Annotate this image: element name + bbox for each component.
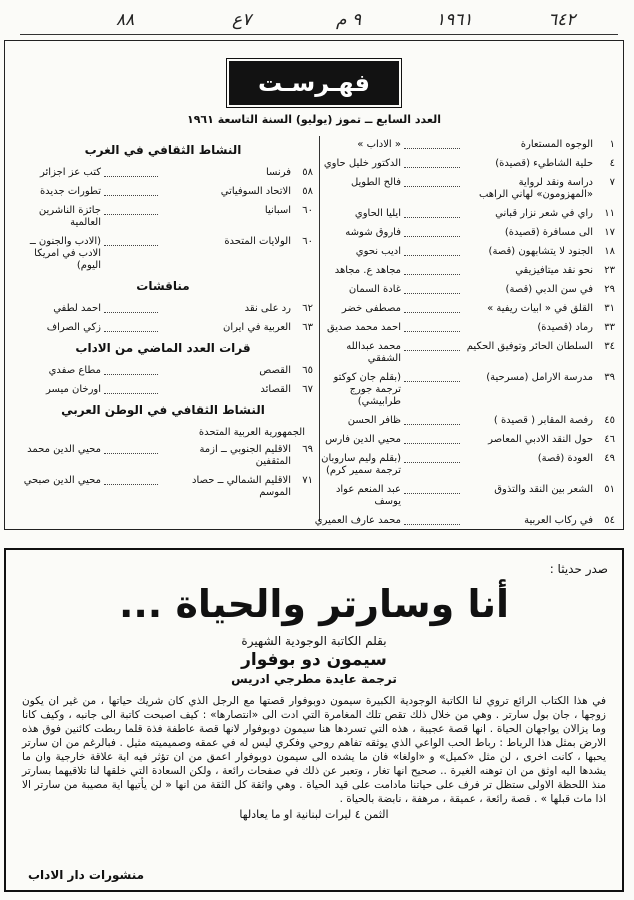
handwritten-note-mid2: ٩ م: [336, 10, 362, 30]
entry-title: الى مسافرة (قصيدة): [504, 227, 593, 238]
entry-title: رفصة المقابر ( قصيدة ): [493, 415, 593, 426]
entry-author: عبد المنعم عواد يوسف: [335, 484, 401, 507]
entry-title: القصائد: [260, 384, 291, 395]
entry-title: الاتحاد السوفياتي: [220, 186, 291, 197]
dot-leader: [104, 303, 158, 313]
toc-title: فهـرسـت: [229, 61, 399, 105]
section-entry: [13, 167, 313, 179]
entry-title: حول النقد الادبي المعاصر: [488, 434, 593, 445]
entry-author: كتب عز اجزائر: [40, 167, 101, 178]
page-number: ٦٠: [302, 236, 313, 247]
dot-leader: [404, 453, 460, 463]
section-entry: [13, 384, 313, 396]
entry-author: زكي الصراف: [46, 322, 101, 333]
dot-leader: [404, 227, 460, 237]
page-number: ٤٩: [604, 453, 615, 464]
page-number: ٣١: [604, 303, 615, 314]
page-number: ٥١: [604, 484, 615, 495]
entry-title: العربية في ايران: [222, 322, 291, 333]
entry-author: ايليا الحاوي: [354, 208, 401, 219]
handwritten-note-mid1: ٧ع: [232, 10, 252, 30]
dot-leader: [404, 515, 460, 525]
entry-title: اسبانيا: [264, 205, 291, 216]
entry-author: محيي الدين فارس: [325, 434, 401, 445]
entry-author: (بقلم جان كوكتو ترجمة جورج طرابيشي): [333, 372, 401, 407]
page-number: ٦٩: [302, 444, 313, 455]
toc-entry: [313, 303, 615, 315]
toc-entry: [313, 322, 615, 334]
book-advertisement: [4, 548, 624, 892]
page-number: ٦٠: [302, 205, 313, 216]
entry-title: السلطان الحائر وتوفيق الحكيم: [466, 341, 593, 352]
dot-leader: [104, 322, 158, 332]
page-number: ١٧: [604, 227, 615, 238]
entry-author: غادة السمان: [348, 284, 401, 295]
section-entry: [13, 303, 313, 315]
section-heading: مناقشات: [136, 279, 190, 293]
entry-author: ظافر الحسن: [347, 415, 401, 426]
entry-title: في سن الدبي (قصة): [505, 284, 593, 295]
entry-title: الولايات المتحدة: [224, 236, 291, 247]
toc-entry: [313, 434, 615, 446]
price: الثمن ٤ ليرات لبنانية او ما يعادلها: [239, 808, 389, 821]
entry-title: القلق في « ابيات ريفية »: [487, 303, 593, 314]
entry-author: محمد عارف العميري: [314, 515, 401, 526]
byline: بقلم الكاتبة الوجودية الشهيرة: [241, 634, 387, 648]
page-number: ٥٨: [302, 186, 313, 197]
entry-title: الاقليم الجنوبي ــ ازمة المثقفين: [199, 444, 291, 467]
section-entry: [13, 444, 313, 468]
page-number: ٢٣: [604, 265, 615, 276]
dot-leader: [104, 167, 158, 177]
toc-entry: [313, 453, 615, 477]
page-number: ٣٩: [604, 372, 615, 383]
handwritten-page-number: ٦٤٢: [548, 10, 576, 30]
handwritten-note-left: ٨٨: [116, 10, 135, 30]
entry-title: رماد (قصيدة): [537, 322, 593, 333]
dot-leader: [404, 139, 460, 149]
toc-entry: [313, 177, 615, 201]
table-of-contents: [4, 40, 624, 530]
dot-leader: [104, 365, 158, 375]
dot-leader: [104, 384, 158, 394]
toc-entry: [313, 139, 615, 151]
entry-author: اورخان ميسر: [46, 384, 101, 395]
entry-title: مدرسة الارامل (مسرحية): [486, 372, 593, 383]
entry-title: الاقليم الشمالي ــ حصاد الموسم: [192, 475, 291, 498]
entry-author: مجاهد ع. مجاهد: [334, 265, 401, 276]
page-number: ٣٤: [604, 341, 615, 352]
toc-entry: [313, 158, 615, 170]
toc-entry: [313, 246, 615, 258]
dot-leader: [404, 303, 460, 313]
dot-leader: [104, 236, 158, 246]
page-number: ٧١: [302, 475, 313, 486]
entry-author: احمد لطفي: [53, 303, 101, 314]
section-heading: النشاط الثقافي في الوطن العربي: [61, 403, 265, 417]
page-number: ١١: [604, 208, 615, 219]
entry-author: (الادب والجنون ــ الادب في امريكا اليوم): [29, 236, 101, 271]
entry-author: تطورات جديدة: [39, 186, 101, 197]
publisher: منشورات دار الاداب: [28, 868, 145, 882]
issue-line: العدد السابع ــ تموز (يوليو) السنة التاسعة ١٩٦١: [187, 113, 441, 126]
book-author: سيمون دو بوفوار: [241, 650, 387, 670]
dot-leader: [404, 158, 460, 168]
section-heading: قرات العدد الماضي من الاداب: [75, 341, 251, 355]
toc-entry: [313, 372, 615, 408]
entry-title: في ركاب العربية: [524, 515, 593, 526]
toc-entry: [313, 341, 615, 365]
page-number: ٦٣: [302, 322, 313, 333]
dot-leader: [404, 284, 460, 294]
entry-author: « الاداب »: [357, 139, 401, 150]
dot-leader: [104, 444, 158, 454]
section-heading: النشاط الثقافي في الغرب: [84, 143, 242, 157]
dot-leader: [404, 246, 460, 256]
dot-leader: [404, 265, 460, 275]
page-number: ٧: [609, 177, 615, 188]
dot-leader: [104, 475, 158, 485]
toc-entry: [313, 284, 615, 296]
dot-leader: [404, 341, 460, 351]
entry-author: جائزة الناشرين العالمية: [38, 205, 101, 228]
dot-leader: [404, 372, 460, 382]
dot-leader: [404, 177, 460, 187]
entry-title: رد على نقد: [244, 303, 291, 314]
entry-title: دراسة ونقد لرواية «المهزومون» لهاني الراهب: [478, 177, 593, 200]
page-number: ٥٨: [302, 167, 313, 178]
dot-leader: [404, 484, 460, 494]
page-number: ٦٧: [302, 384, 313, 395]
section-entry: [13, 186, 313, 198]
page-number: ٤: [609, 158, 615, 169]
section-entry: [13, 475, 313, 499]
entry-author: اديب نحوي: [355, 246, 401, 257]
section-entry: [13, 322, 313, 334]
entry-title: فرنسا: [265, 167, 291, 178]
section-entry: [13, 205, 313, 229]
toc-entry: [313, 415, 615, 427]
dot-leader: [404, 322, 460, 332]
entry-author: الدكتور خليل حاوي: [323, 158, 401, 169]
dot-leader: [404, 208, 460, 218]
page-number: ٣٣: [604, 322, 615, 333]
entry-title: راي في شعر نزار قباني: [495, 208, 593, 219]
entry-author: محيي الدين محمد: [27, 444, 101, 455]
entry-title: الجنود لا يتشابهون (قصة): [488, 246, 593, 257]
entry-author: احمد محمد صديق: [326, 322, 401, 333]
toc-right-column: [313, 139, 615, 534]
page-number: ٤٦: [604, 434, 615, 445]
section-subheading: الجمهورية العربية المتحدة: [198, 427, 305, 438]
entry-title: الوجوه المستعارة: [520, 139, 593, 150]
page-number: ٢٩: [604, 284, 615, 295]
dot-leader: [104, 205, 158, 215]
book-title: أنا وسارتر والحياة ...: [118, 582, 510, 626]
entry-title: الشعر بين النقد والتذوق: [494, 484, 593, 495]
toc-entry: [313, 208, 615, 220]
entry-author: مطاع صفدي: [48, 365, 101, 376]
page-number: ١٨: [604, 246, 615, 257]
page-number: ٦٢: [302, 303, 313, 314]
entry-title: العودة (قصة): [537, 453, 593, 464]
dot-leader: [404, 434, 460, 444]
toc-entry: [313, 227, 615, 239]
page-number: ٦٥: [302, 365, 313, 376]
entry-title: حلية الشاطيء (قصيدة): [495, 158, 593, 169]
entry-author: فالح الطويل: [350, 177, 401, 188]
toc-left-column: [13, 139, 313, 506]
entry-author: (بقلم وليم ساروبان ترجمة سمير كرم): [321, 453, 401, 476]
entry-author: مصطفى خضر: [341, 303, 401, 314]
page-number: ٥٤: [604, 515, 615, 526]
dot-leader: [104, 186, 158, 196]
page-number: ٤٥: [604, 415, 615, 426]
toc-entry: [313, 265, 615, 277]
released-label: صدر حديثا :: [549, 562, 608, 576]
top-rule: [20, 34, 618, 35]
entry-title: القصص: [259, 365, 291, 376]
translator: ترجمة عايدة مطرجي ادريس: [231, 672, 397, 686]
section-entry: [13, 236, 313, 272]
book-description: في هذا الكتاب الرائع تروي لنا الكاتبة الوجودية الكبيرة سيمون دوبوفوار قصتها مع الرجل الذي كان شريك حياتها ، من غير ان يكون زوجها ، جان بول سارتر . وهي من خلال ذلك تقص تلك المغامرة التي ادت الى «انتصارها» : كيف اصبحت كاتبة الى جانبه ، وكيف كانا وما يزالان يواجهان الحياة . انها قصة عجيبة ، هذه التي تسردها هنا سيمون دوبوفوار لانها قصة عاطفة فذة قلما ربطت كائنين فوق هذه الارض بمثل هذا الرباط : رباط الحب الواعي الذي يوثقه تفاهم روحي وفكري ليس له في عمقه وصميميته مثيل . فبالرغم من ان سارتر يحبها ، كانت اخرى ، لن مثل «كميل» و «اولغا» فان ما يشده الى سيمون دوبوفوار اعمق من ان تؤثر فيه اية علاقة خارجية وان ما يشدها اليه اوثق من ان توهنه الغيرة .. صحيح انها تغار ، وتعبر عن ذلك في صفحات رائعة ، ولكن السعادة التي خلقها لنا تلاقيهما بسارتر منذ اللحظة الاولى ستظل تر فرف على حياتنا مادامت على قيد الحياة . وهي واثقة كل الثقة من انها « لن يأتيها اية مصيبة من سارتر الا اذا مات قبلها » . قصة رائعة ، عميقة ، مرهفة ، نابضة بالحياة .: [22, 695, 606, 805]
entry-title: نحو نقد ميتافيزيقي: [515, 265, 593, 276]
section-entry: [13, 365, 313, 377]
dot-leader: [404, 415, 460, 425]
entry-author: محمد عبدالله الشفقي: [346, 341, 401, 364]
entry-author: فاروق شوشه: [345, 227, 401, 238]
entry-author: محيي الدين صبحي: [23, 475, 101, 486]
toc-entry: [313, 484, 615, 508]
toc-entry: [313, 515, 615, 527]
handwritten-year: ١٩٦١: [436, 10, 473, 30]
page-number: ١: [609, 139, 615, 150]
